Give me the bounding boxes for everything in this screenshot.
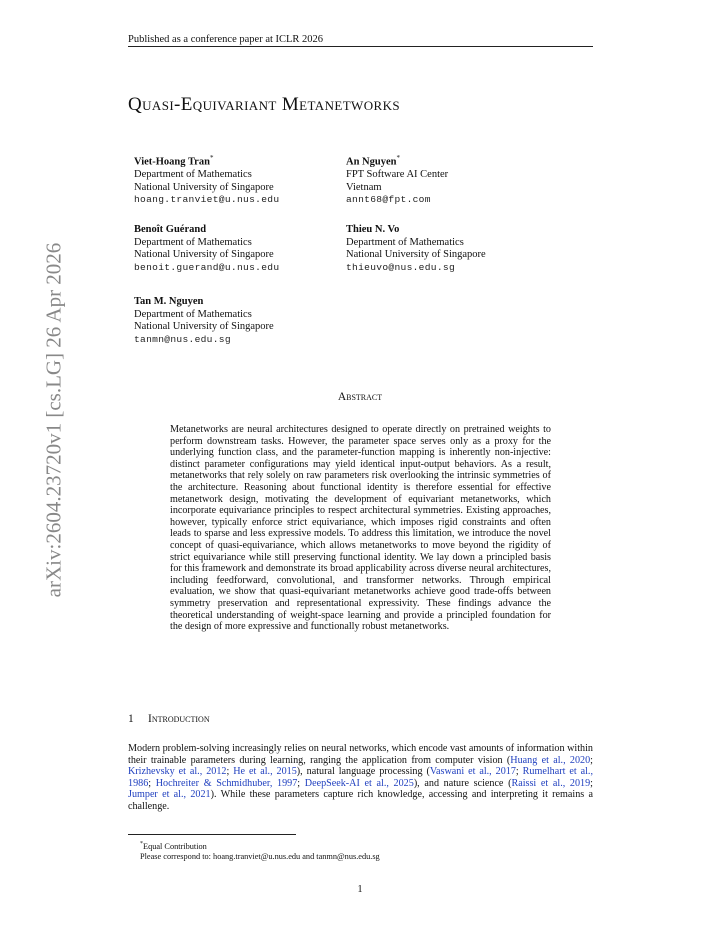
running-header: Published as a conference paper at ICLR 2026 [128,34,324,45]
arxiv-stamp: arXiv:2604.23720v1 [cs.LG] 26 Apr 2026 [41,242,66,598]
header-rule [128,46,593,47]
citation-link[interactable]: Rumelhart et al., 1986 [128,766,593,789]
section-title: Introduction [148,713,210,725]
abstract-heading: Abstract [337,391,383,403]
author-name: An Nguyen [346,156,397,168]
body-text: ), natural language processing ( [296,766,430,778]
citation-link[interactable]: Krizhevsky et al., 2012 [128,766,227,778]
author-affiliation: National University of Singapore [134,249,274,260]
page-number: 1 [357,884,363,895]
separator: ; [590,754,593,766]
author-affiliation: National University of Singapore [134,321,274,332]
citation-link[interactable]: Hochreiter & Schmidhuber, 1997 [155,777,298,789]
body-text: ). While these parameters capture rich knowledge, accessing and interpreting it remains a challenge. [128,789,593,812]
author-name: Thieu N. Vo [346,224,400,235]
footnote-rule [128,834,296,835]
separator: ; [226,766,234,778]
author-affiliation: FPT Software AI Center [346,169,449,180]
citation-link[interactable]: DeepSeek-AI et al., 2025 [304,777,414,789]
author-affiliation: Department of Mathematics [346,236,464,248]
author-name: Viet-Hoang Tran [134,156,210,168]
author-name: Benoît Guérand [134,224,207,235]
citation-link[interactable]: Raissi et al., 2019 [511,777,591,789]
equal-contribution-mark: * [396,154,400,162]
author-block [346,152,448,207]
citation-link[interactable]: Huang et al., 2020 [510,754,591,766]
citation-link[interactable]: Jumper et al., 2021 [128,789,211,801]
footnote-line: Equal Contribution [143,841,207,851]
author-affiliation: Department of Mathematics [134,308,252,320]
author-affiliation: Department of Mathematics [134,236,252,248]
footnote [140,839,380,862]
equal-contribution-mark: * [209,154,214,162]
body-text: ), and nature science ( [413,777,512,789]
author-name: Tan M. Nguyen [134,296,204,307]
author-email: thieuvo@nus.edu.sg [346,261,456,273]
author-affiliation: National University of Singapore [134,181,274,193]
body-text: Modern problem-solving increasingly relies on neural networks, which encode vast amounts of information within their trainable parameters during learning, ranging the application from computer vision ( [128,743,593,766]
author-email: hoang.tranviet@u.nus.edu [134,194,280,205]
author-affiliation: Department of Mathematics [134,169,252,180]
author-affiliation: National University of Singapore [346,249,486,260]
separator: ; [515,766,523,778]
author-email: tanmn@nus.edu.sg [134,333,231,345]
separator: ; [148,777,156,789]
author-email: annt68@fpt.com [346,194,431,205]
citation-link[interactable]: He et al., 2015 [233,766,297,778]
intro-paragraph [128,743,593,813]
author-block [346,224,486,274]
footnote-line: Please correspond to: hoang.tranviet@u.nus.edu and tanmn@nus.edu.sg [140,851,380,861]
author-block [134,224,279,274]
abstract-text: Metanetworks are neural architectures designed to operate directly on pretrained weights to perform downstream tasks. However, the parameter space serves only as a proxy for the underlying function class, and the parameter-function mapping is inherently non-injective: distinct parameter configurations may yield identical input-output behaviors. As a result, metanetworks that rely solely on raw parameters risk overlooking the intrinsic symmetries of the architecture. Reasoning about functional identity is therefore essential for effective metanetwork design, motivating the development of equivariant metanetworks, which incorporate equivariance principles to respect architectural symmetries. Existing approaches, however, typically enforce strict equivariance, which imposes rigid constraints and often leads to sparse and less expressive models. To address this limitation, we introduce the novel concept of quasi-equivariance, which allows metanetworks to move beyond the rigidity of strict equivariance while still preserving functional identity. We lay down a principled basis for this framework and demonstrate its broad applicability across diverse neural architectures, including feedforward, convolutional, and transformer networks. Through empirical evaluation, we show that quasi-equivariant metanetworks achieve good trade-offs between symmetry preservation and representational expressivity. These findings advance the theoretical understanding of weight-space learning and provide a principled foundation for the design of more expressive and functionally robust metanetworks. [170,424,551,633]
author-affiliation: Vietnam [346,181,382,193]
section-number: 1 [128,713,134,725]
author-block [134,296,274,346]
separator: ; [590,777,593,789]
paper-title: Quasi-Equivariant Metanetworks [128,94,401,115]
author-block [134,152,279,207]
author-email: benoit.guerand@u.nus.edu [134,261,280,273]
section-heading [128,713,210,725]
separator: ; [297,777,305,789]
footnote-mark: * [140,841,143,847]
citation-link[interactable]: Vaswani et al., 2017 [429,766,516,778]
